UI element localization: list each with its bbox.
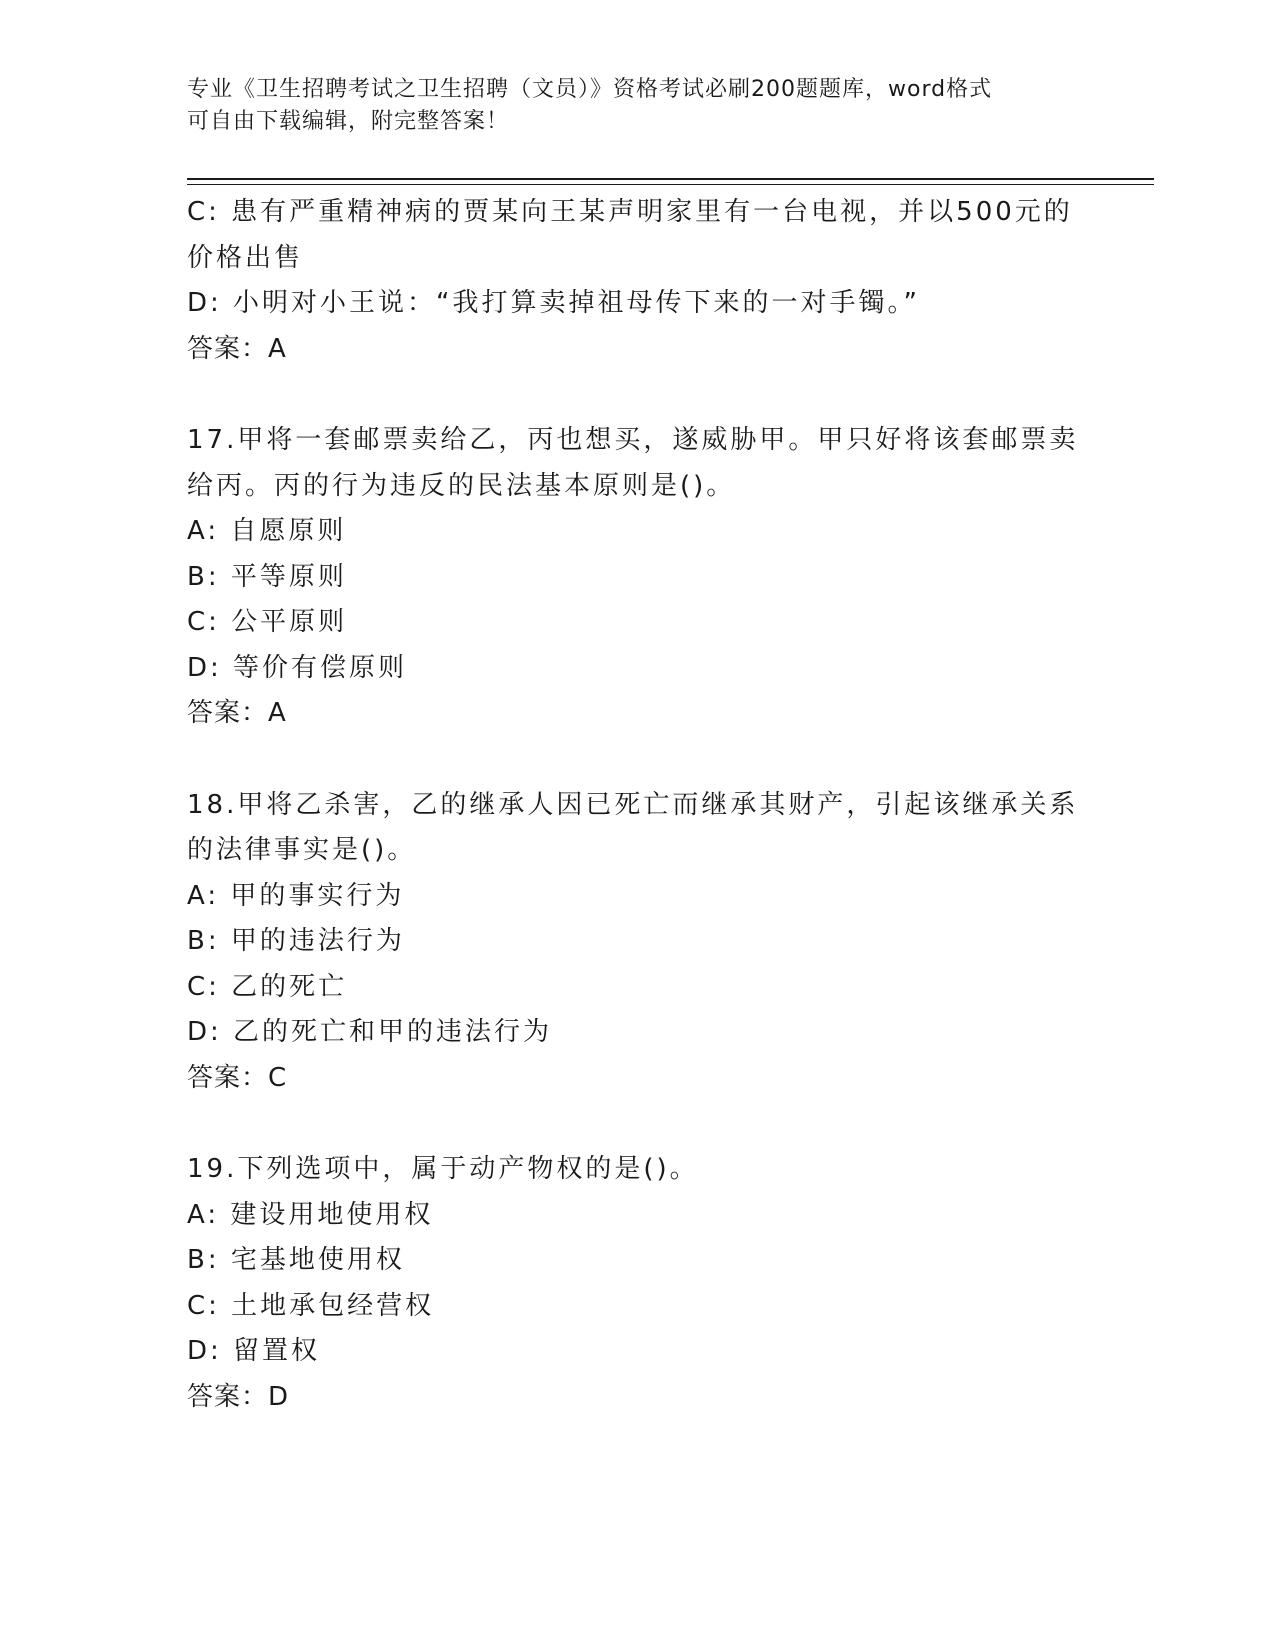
answer-line: 答案：A bbox=[187, 333, 287, 364]
option-d: D: 乙的死亡和甲的违法行为 bbox=[187, 1017, 553, 1047]
question-stem: 19.下列选项中，属于动产物权的是()。 bbox=[187, 1154, 699, 1184]
question-content bbox=[187, 190, 1087, 1420]
option-d: D: 留置权 bbox=[187, 1336, 321, 1366]
answer-line: 答案：A bbox=[187, 698, 287, 728]
answer-line: 答案：C bbox=[187, 1062, 288, 1093]
question-19 bbox=[187, 1147, 1087, 1420]
header-rule-thick bbox=[187, 178, 1154, 180]
option-a: A: 建设用地使用权 bbox=[187, 1199, 434, 1230]
option-b: B: 宅基地使用权 bbox=[187, 1245, 405, 1275]
option-c: C: 土地承包经营权 bbox=[187, 1290, 435, 1321]
option-c: C: 公平原则 bbox=[187, 607, 348, 637]
header-rule-thin bbox=[187, 184, 1154, 185]
question-stem-continued: 的法律事实是()。 bbox=[187, 835, 417, 865]
option-c: C: 乙的死亡 bbox=[187, 971, 348, 1002]
option-d: D: 小明对小王说：“我打算卖掉祖母传下来的一对手镯。” bbox=[187, 288, 920, 318]
header-title-line1: 专业《卫生招聘考试之卫生招聘（文员）》资格考试必刷200题题库，word格式 bbox=[187, 77, 993, 102]
option-a: A: 甲的事实行为 bbox=[187, 880, 405, 911]
question-stem: 18.甲将乙杀害，乙的继承人因已死亡而继承其财产，引起该继承关系 bbox=[187, 789, 1079, 820]
question-17 bbox=[187, 418, 1087, 737]
option-c-continued: 价格出售 bbox=[187, 242, 304, 273]
answer-line: 答案：D bbox=[187, 1381, 290, 1412]
option-a: A: 自愿原则 bbox=[187, 516, 347, 546]
header-title-line2: 可自由下载编辑，附完整答案！ bbox=[187, 109, 510, 134]
document-header bbox=[187, 74, 1067, 138]
question-stem: 17.甲将一套邮票卖给乙，丙也想买，遂威胁甲。甲只好将该套邮票卖 bbox=[187, 425, 1079, 455]
prev-question-tail bbox=[187, 190, 1087, 372]
option-b: B: 甲的违法行为 bbox=[187, 926, 405, 956]
question-18 bbox=[187, 783, 1087, 1102]
option-c: C: 患有严重精神病的贾某向王某声明家里有一台电视，并以500元的 bbox=[187, 197, 1073, 227]
option-b: B: 平等原则 bbox=[187, 561, 347, 592]
option-d: D: 等价有偿原则 bbox=[187, 652, 408, 683]
question-stem-continued: 给丙。丙的行为违反的民法基本原则是()。 bbox=[187, 470, 736, 501]
